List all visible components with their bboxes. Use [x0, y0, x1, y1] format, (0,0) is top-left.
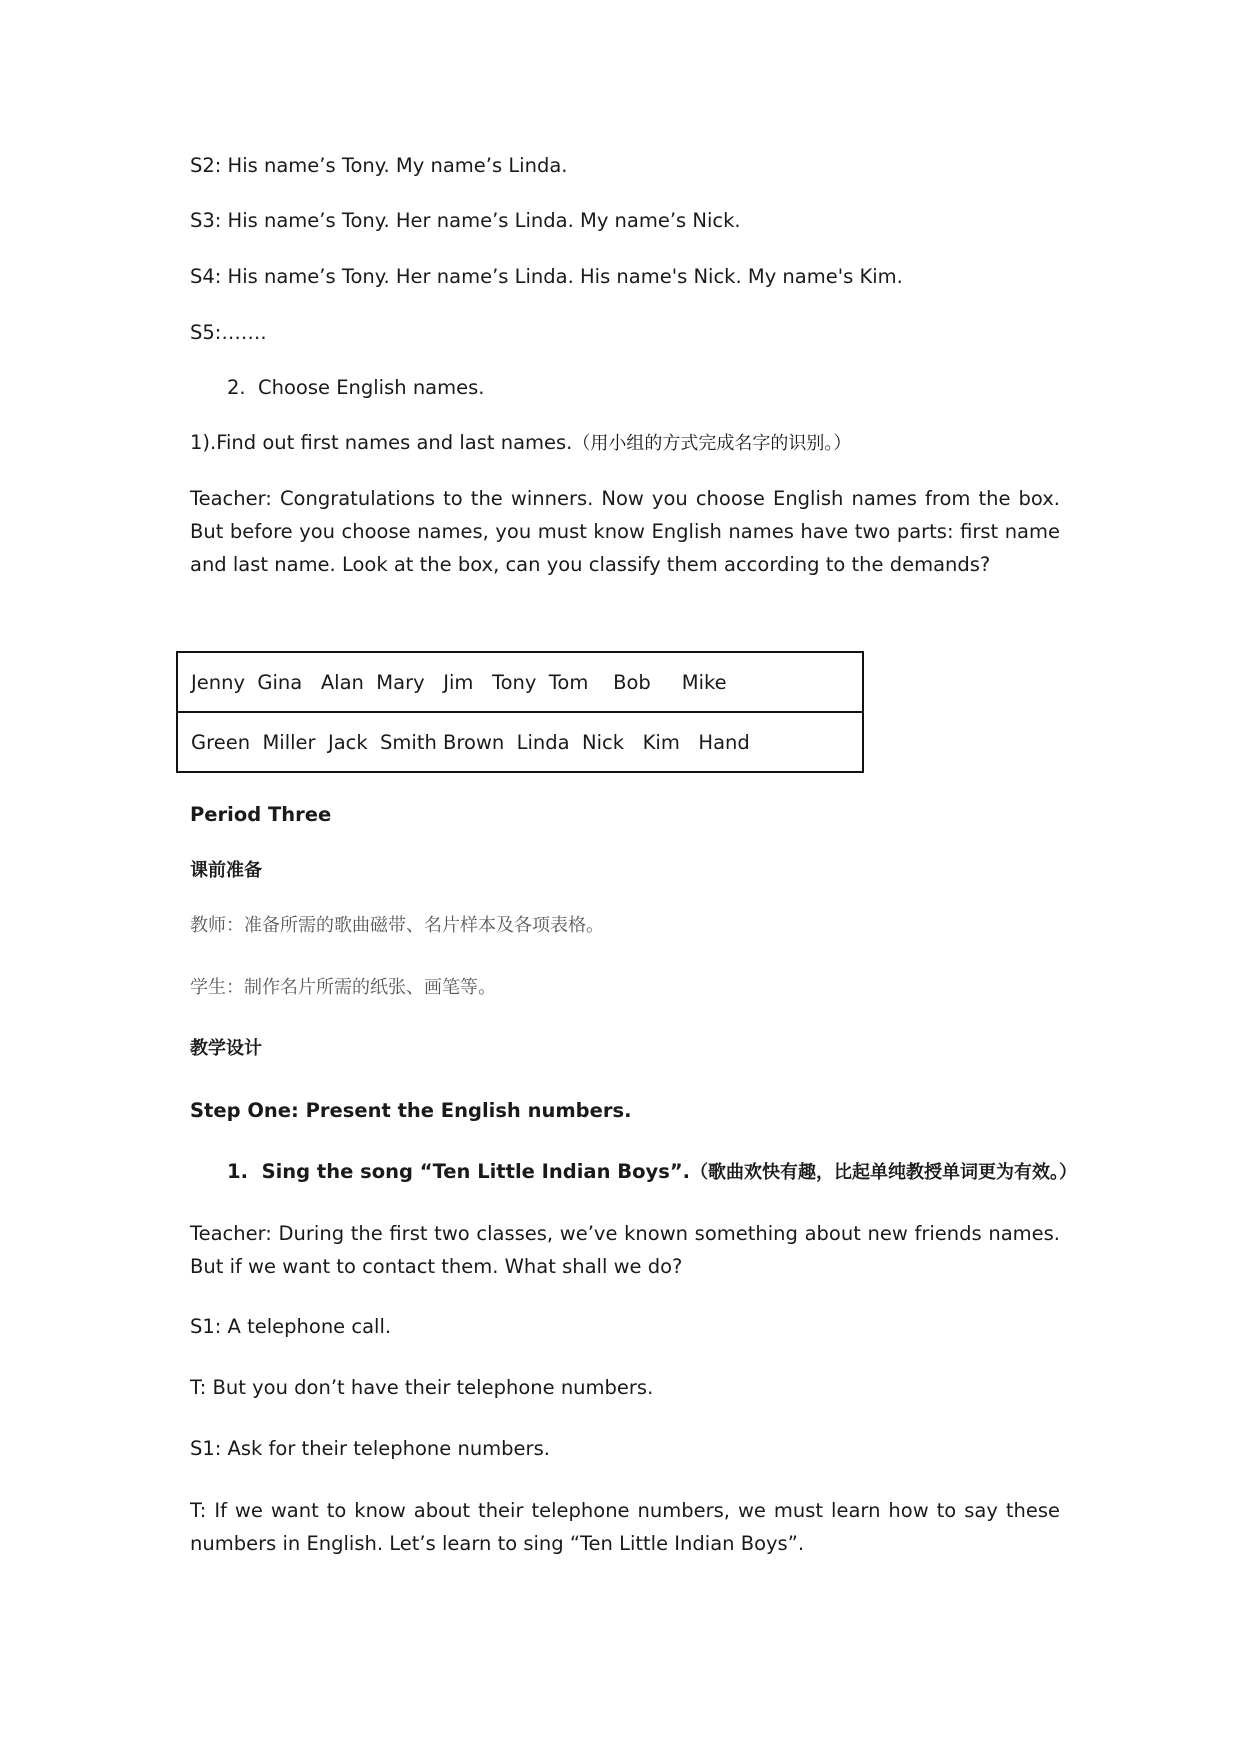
design-heading: 教学设计 — [190, 1038, 262, 1059]
dialogue-line-s5: S5:……. — [190, 321, 267, 344]
dialogue-line-s2: S2: His name’s Tony. My name’s Linda. — [190, 154, 568, 177]
step-one-heading: Step One: Present the English numbers. — [190, 1099, 632, 1122]
sing-song-item — [227, 1155, 1077, 1189]
dialogue-line-t-numbers: T: But you don’t have their telephone numbers. — [190, 1376, 654, 1399]
prep-teacher: 教师：准备所需的歌曲磁带、名片样本及各项表格。 — [190, 915, 604, 936]
name-row-first: Jenny Gina Alan Mary Jim Tony Tom Bob Mike — [191, 670, 727, 694]
list-number: 1. — [227, 1160, 248, 1183]
prep-student: 学生：制作名片所需的纸张、画笔等。 — [190, 977, 496, 998]
dialogue-line-s1-call: S1: A telephone call. — [190, 1315, 392, 1338]
sing-song-text: Sing the song “Ten Little Indian Boys”. — [261, 1160, 691, 1183]
list-number: 2. — [227, 376, 246, 399]
dialogue-line-s3: S3: His name’s Tony. Her name’s Linda. My name’s Nick. — [190, 209, 741, 232]
dialogue-line-s1-ask: S1: Ask for their telephone numbers. — [190, 1437, 550, 1460]
find-out-note: （用小组的方式完成名字的识别。） — [572, 433, 852, 454]
list-text: Choose English names. — [258, 376, 485, 399]
teacher-paragraph-2: Teacher: During the first two classes, we’ve known something about new friends names. But if we want to contact them. What shall we do? — [190, 1222, 1060, 1278]
sing-song-note: （歌曲欢快有趣，比起单纯教授单词更为有效。） — [690, 1162, 1078, 1183]
name-box — [176, 651, 864, 773]
find-out-text: 1).Find out first names and last names. — [190, 431, 573, 454]
list-item-choose-names — [227, 371, 484, 404]
dialogue-line-s4: S4: His name’s Tony. Her name’s Linda. His name's Nick. My name's Kim. — [190, 265, 903, 288]
period-title: Period Three — [190, 803, 332, 826]
teacher-paragraph-1: Teacher: Congratulations to the winners. Now you choose English names from the box. But before you choose names, you must know English names have two parts: first name and last name. Look at the box, can you classify them according to the demands? — [190, 487, 1060, 576]
prep-heading: 课前准备 — [190, 860, 262, 881]
find-out-instruction — [190, 426, 851, 460]
name-row-second: Green Miller Jack Smith Brown Linda Nick Kim Hand — [178, 711, 862, 771]
teacher-paragraph-3: T: If we want to know about their telephone numbers, we must learn how to say these numbers in English. Let’s learn to sing “Ten Little Indian Boys”. — [190, 1499, 1060, 1555]
